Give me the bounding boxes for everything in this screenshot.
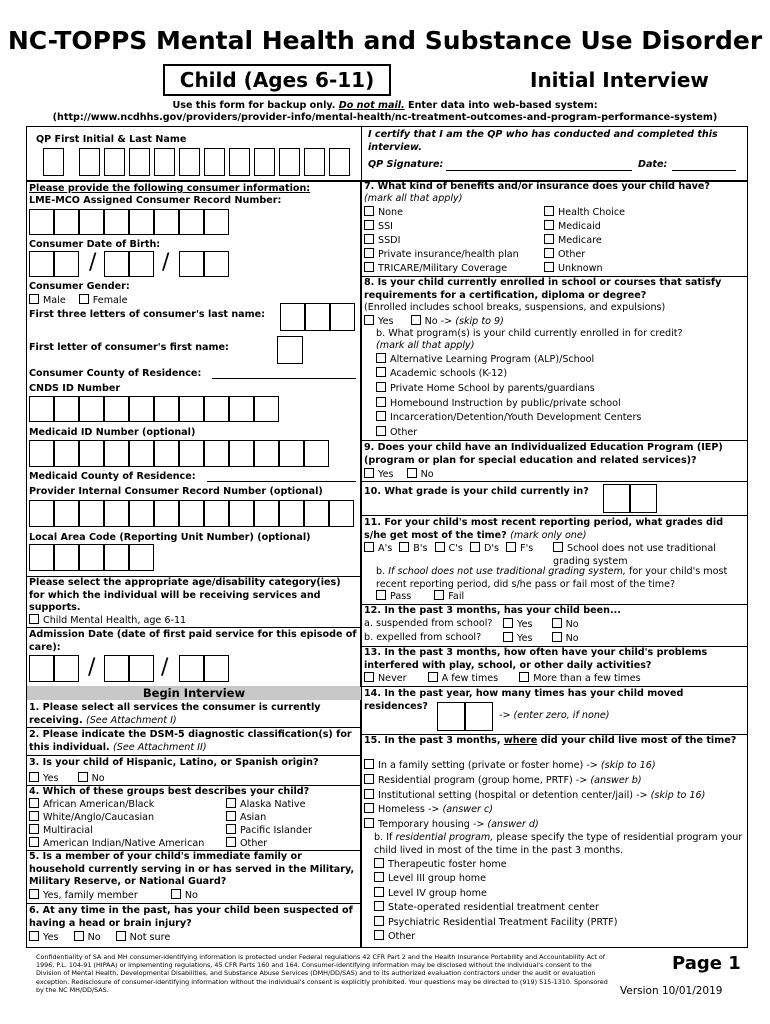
q4-option[interactable]: White/Anglo/Caucasian	[29, 811, 154, 825]
q15b-option[interactable]: Other	[374, 930, 415, 944]
q4-option[interactable]: African American/Black	[29, 798, 154, 812]
q11-pass-option[interactable]: Pass	[376, 591, 411, 602]
instr-do-not-mail: Do not mail.	[338, 100, 405, 111]
q13-option[interactable]: A few times	[428, 673, 498, 684]
q7-text: 7. What kind of benefits and/or insurance does your child have?	[364, 181, 710, 192]
q7-option[interactable]: Medicare	[544, 234, 602, 248]
q15-option[interactable]: Residential program (group home, PRTF) -> (answer b)	[364, 774, 642, 788]
q5-yes-option[interactable]: Yes, family member	[29, 890, 138, 901]
q15-text: 15. In the past 3 months, where did your child live most of the time?	[364, 735, 737, 746]
q7-option[interactable]: Unknown	[544, 262, 603, 276]
q8-no-option[interactable]: No -> (skip to 9)	[411, 316, 504, 327]
q8b-option[interactable]: Incarceration/Detention/Youth Development Centers	[376, 411, 641, 425]
q12a-text: a. suspended from school?	[364, 618, 493, 629]
q15b-option[interactable]: Level III group home	[374, 872, 486, 886]
lme-label: LME-MCO Assigned Consumer Record Number:	[29, 195, 282, 206]
provider-record-label: Provider Internal Consumer Record Number (optional)	[29, 486, 323, 497]
q7-option[interactable]: SSDI	[364, 234, 400, 248]
version: Version 10/01/2019	[620, 985, 723, 997]
q1-text: 1. Please select all services the consumer is currently receiving. (See Attachment I)	[29, 702, 321, 726]
system-url[interactable]: (http://www.ncdhhs.gov/providers/provider-info/mental-health/nc-treatment-outcomes-and-program-performance-system)	[52, 112, 718, 123]
confidentiality-notice: Confidentiality of SA and MH consumer-identifying information is protected under Federal regulations 42 CFR Part 2 and the Health Insurance Portability and Accountability Act of 1996, P.L. 104-91 (HIPAA) or implementing regulations, 45 CFR Parts 160 and 164. Consumer-identifying information may be disclosed without the individual's consent to the Division of Mental Health, Developmental Disabilities, and Substance Abuse Services (DMH/DD/SAS) and to its authorized evaluation contractors under the audit or evaluation exception. Redisclosure of consumer-identifying information without the individual's consent is explicitly prohibited. Your questions may be directed to (919) 515-1310. Sponsored by the NC MH/DD/SAS.	[36, 953, 608, 994]
instr-c: Enter data into web-based system:	[404, 100, 598, 111]
q9-yes-option[interactable]: Yes	[364, 469, 394, 480]
q15-option[interactable]: Institutional setting (hospital or detention center/jail) -> (skip to 16)	[364, 789, 705, 803]
q15-option[interactable]: In a family setting (private or foster home) -> (skip to 16)	[364, 759, 656, 773]
q13-option[interactable]: Never	[364, 673, 407, 684]
q6-no-option[interactable]: No	[74, 932, 101, 943]
q4-option[interactable]: American Indian/Native American	[29, 837, 204, 851]
q9-text: 9. Does your child have an Individualized Education Program (IEP) (program or plan for special education and related services)?	[364, 442, 723, 466]
q8b-option[interactable]: Homebound Instruction by public/private school	[376, 397, 621, 411]
q7-option[interactable]: Other	[544, 248, 585, 262]
q7-option[interactable]: None	[364, 206, 403, 220]
q7-option[interactable]: Private insurance/health plan	[364, 248, 519, 262]
q4-text: 4. Which of these groups best describes your child?	[29, 786, 310, 797]
q11-grade-option[interactable]: C's	[435, 543, 463, 554]
q8-text: 8. Is your child currently enrolled in school or courses that satisfy requirements for a certification, diploma or degree?	[364, 277, 722, 301]
q6-text: 6. At any time in the past, has your child been suspected of having a head or brain injury?	[29, 905, 353, 929]
q8b-option[interactable]: Other	[376, 426, 417, 440]
form-title: NC-TOPPS Mental Health and Substance Use Disorder	[7, 26, 763, 55]
medicaid-county-label: Medicaid County of Residence:	[29, 471, 196, 482]
qp-certify: I certify that I am the QP who has conducted and completed this interview.	[368, 129, 718, 153]
q4-option[interactable]: Alaska Native	[226, 798, 305, 812]
q4-option[interactable]: Asian	[226, 811, 266, 825]
q8-yes-option[interactable]: Yes	[364, 316, 394, 327]
q11-grade-option[interactable]: D's	[470, 543, 499, 554]
first-name-letter-box[interactable]	[277, 336, 303, 364]
q15b-option[interactable]: Level IV group home	[374, 887, 487, 901]
q11-grade-option[interactable]: B's	[399, 543, 427, 554]
q7-option[interactable]: TRICARE/Military Coverage	[364, 262, 507, 276]
q8b-hint: (mark all that apply)	[376, 340, 475, 351]
begin-interview-banner: Begin Interview	[27, 686, 361, 700]
q12a-no-option[interactable]: No	[552, 619, 579, 630]
county-label: Consumer County of Residence:	[29, 368, 202, 379]
area-code-label: Local Area Code (Reporting Unit Number) (optional)	[29, 532, 311, 543]
q11b-text: b. If school does not use traditional grading system, for your child's most recent reporting period, did s/he pass or fail most of the time?	[376, 566, 728, 590]
q4-option[interactable]: Pacific Islander	[226, 824, 312, 838]
gender-female-option[interactable]: Female	[79, 295, 128, 306]
q7-option[interactable]: SSI	[364, 220, 393, 234]
q3-text: 3. Is your child of Hispanic, Latino, or Spanish origin?	[29, 757, 319, 768]
q15b-option[interactable]: Psychiatric Residential Treatment Facility (PRTF)	[374, 916, 618, 930]
age-category-label: Please select the appropriate age/disability category(ies) for which the individual will be receiving services and supports.	[29, 577, 341, 613]
consumer-intro: Please provide the following consumer information:	[29, 183, 311, 194]
q4-option[interactable]: Multiracial	[29, 824, 93, 838]
q13-option[interactable]: More than a few times	[519, 673, 640, 684]
q7-hint: (mark all that apply)	[364, 193, 463, 204]
q14-text: 14. In the past year, how many times has your child moved residences?	[364, 688, 684, 712]
q6-not-sure-option[interactable]: Not sure	[116, 932, 171, 943]
age-group-label: Child (Ages 6-11)	[163, 64, 391, 96]
page-number: Page 1	[672, 953, 741, 974]
q5-text: 5. Is a member of your child's immediate family or household currently serving in or has served in the Military, Military Reserve, or National Guard?	[29, 851, 355, 887]
q2-text: 2. Please indicate the DSM-5 diagnostic classification(s) for this individual. (See Attachment II)	[29, 729, 352, 753]
q15-option[interactable]: Homeless -> (answer c)	[364, 803, 493, 817]
instructions	[0, 100, 770, 113]
q8-note: (Enrolled includes school breaks, suspensions, and expulsions)	[364, 302, 666, 313]
q15-option[interactable]: Temporary housing -> (answer d)	[364, 818, 539, 832]
gender-label: Consumer Gender:	[29, 281, 130, 292]
admission-date-label: Admission Date (date of first paid service for this episode of care):	[29, 629, 357, 653]
cnds-label: CNDS ID Number	[29, 383, 121, 394]
q7-option[interactable]: Medicaid	[544, 220, 601, 234]
q10-text: 10. What grade is your child currently in?	[364, 486, 589, 497]
q3-no-option[interactable]: No	[78, 773, 105, 784]
q12-text: 12. In the past 3 months, has your child been...	[364, 605, 621, 616]
last-name-letters-label: First three letters of consumer's last name:	[29, 309, 265, 320]
q12b-no-option[interactable]: No	[552, 633, 579, 644]
dob-label: Consumer Date of Birth:	[29, 239, 161, 250]
qp-date-label: Date:	[638, 159, 668, 170]
q11-grade-option[interactable]: F's	[506, 543, 533, 554]
q12b-yes-option[interactable]: Yes	[503, 633, 533, 644]
q3-yes-option[interactable]: Yes	[29, 773, 59, 784]
gender-male-option[interactable]: Male	[29, 295, 66, 306]
qp-name-label: QP First Initial & Last Name	[36, 134, 187, 145]
q11-grade-option[interactable]: A's	[364, 543, 392, 554]
q8b-text: b. What program(s) is your child currently enrolled in for credit?	[376, 328, 683, 339]
qp-date-line[interactable]	[672, 170, 736, 171]
q8b-option[interactable]: Alternative Learning Program (ALP)/School	[376, 353, 594, 367]
q15b-text: b. If residential program, please specify the type of residential program your child lived in most of the time in the past 3 months.	[374, 832, 743, 856]
instr-a: Use this form for backup only.	[172, 100, 339, 111]
q7-option[interactable]: Health Choice	[544, 206, 625, 220]
county-line[interactable]	[212, 378, 356, 379]
q13-text: 13. In the past 3 months, how often have your child's problems interfered with play, school, or other daily activities?	[364, 647, 708, 671]
interview-type: Initial Interview	[530, 68, 709, 92]
q9-no-option[interactable]: No	[407, 469, 434, 480]
medicaid-id-label: Medicaid ID Number (optional)	[29, 427, 196, 438]
qp-signature-line[interactable]	[446, 170, 632, 171]
q11-no-grades-option[interactable]: School does not use traditional grading system	[553, 543, 716, 567]
q15b-option[interactable]: State-operated residential treatment center	[374, 901, 599, 915]
q8b-option[interactable]: Private Home School by parents/guardians	[376, 382, 595, 396]
age-category-option[interactable]: Child Mental Health, age 6-11	[29, 614, 186, 628]
q12b-text: b. expelled from school?	[364, 632, 482, 643]
first-name-letter-label: First letter of consumer's first name:	[29, 342, 229, 353]
q11-fail-option[interactable]: Fail	[434, 591, 464, 602]
qp-signature-label: QP Signature:	[368, 159, 444, 170]
q8b-option[interactable]: Academic schools (K-12)	[376, 367, 507, 381]
q11-text: 11. For your child's most recent reporting period, what grades did s/he get most of the time? (mark only one)	[364, 517, 724, 541]
q4-option[interactable]: Other	[226, 837, 267, 851]
q12a-yes-option[interactable]: Yes	[503, 619, 533, 630]
medicaid-county-line[interactable]	[207, 481, 356, 482]
q6-yes-option[interactable]: Yes	[29, 932, 59, 943]
q14-hint: -> (enter zero, if none)	[499, 710, 610, 721]
q15b-option[interactable]: Therapeutic foster home	[374, 858, 507, 872]
q5-no-option[interactable]: No	[171, 890, 198, 901]
